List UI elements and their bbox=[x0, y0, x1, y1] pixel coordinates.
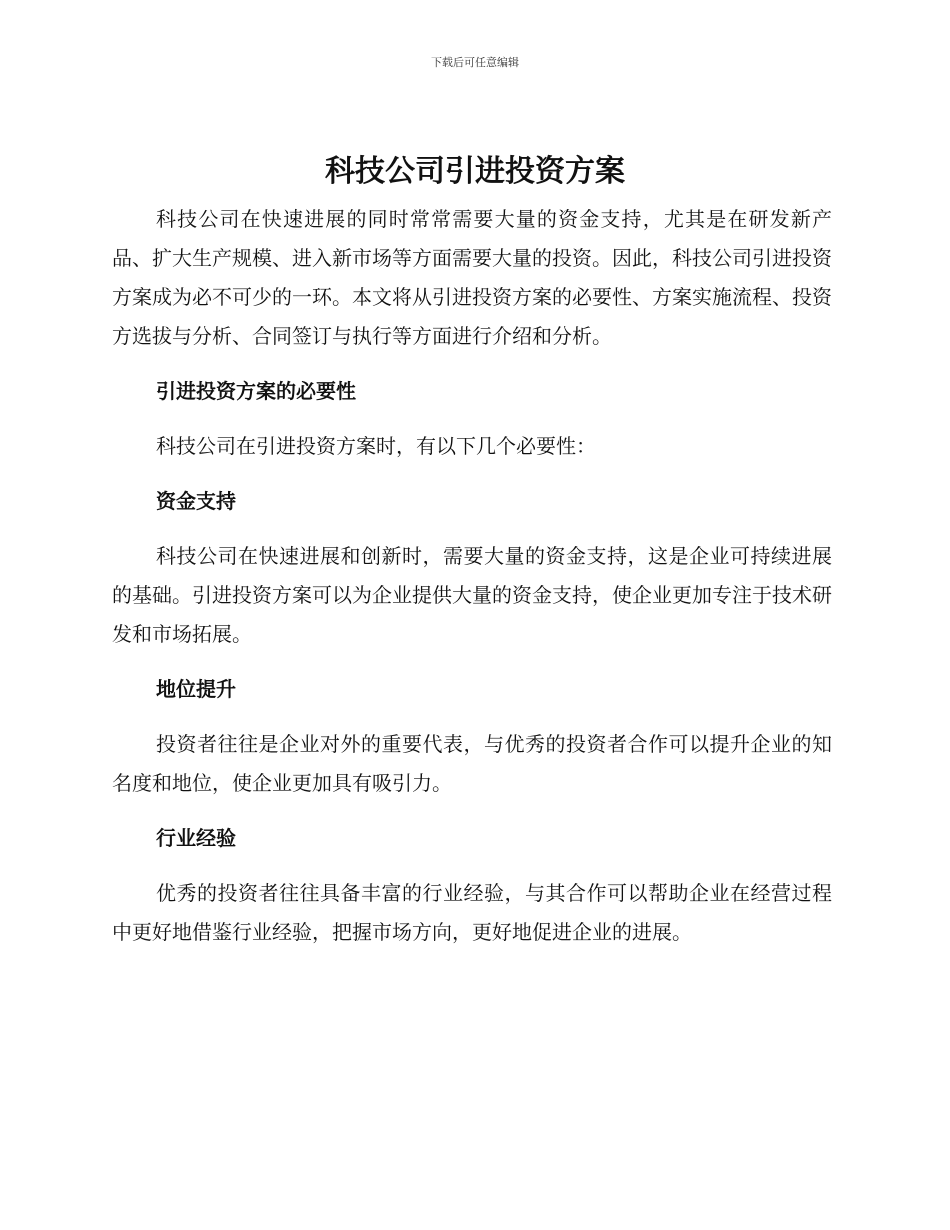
subsection-paragraph-funding: 科技公司在快速进展和创新时，需要大量的资金支持，这是企业可持续进展的基础。引进投资方案可以为企业提供大量的资金支持，使企业更加专注于技术研发和市场拓展。 bbox=[112, 544, 832, 646]
subsection-heading-funding: 资金支持 bbox=[156, 489, 236, 513]
page-header-note: 下载后可任意编辑 bbox=[431, 56, 519, 69]
document-title: 科技公司引进投资方案 bbox=[325, 154, 625, 189]
subsection-heading-status: 地位提升 bbox=[156, 677, 236, 701]
section-heading-necessity: 引进投资方案的必要性 bbox=[156, 379, 356, 403]
section-paragraph-necessity: 科技公司在引进投资方案时，有以下几个必要性： bbox=[156, 434, 596, 458]
intro-paragraph: 科技公司在快速进展的同时常常需要大量的资金支持，尤其是在研发新产品、扩大生产规模、进入新市场等方面需要大量的投资。因此，科技公司引进投资方案成为必不可少的一环。本文将从引进投资方案的必要性、方案实施流程、投资方选拔与分析、合同签订与执行等方面进行介绍和分析。 bbox=[112, 207, 832, 348]
subsection-heading-experience: 行业经验 bbox=[156, 826, 236, 850]
subsection-paragraph-experience: 优秀的投资者往往具备丰富的行业经验，与其合作可以帮助企业在经营过程中更好地借鉴行业经验，把握市场方向，更好地促进企业的进展。 bbox=[112, 881, 832, 944]
document-body bbox=[112, 200, 832, 952]
subsection-paragraph-status: 投资者往往是企业对外的重要代表，与优秀的投资者合作可以提升企业的知名度和地位，使企业更加具有吸引力。 bbox=[112, 732, 832, 795]
